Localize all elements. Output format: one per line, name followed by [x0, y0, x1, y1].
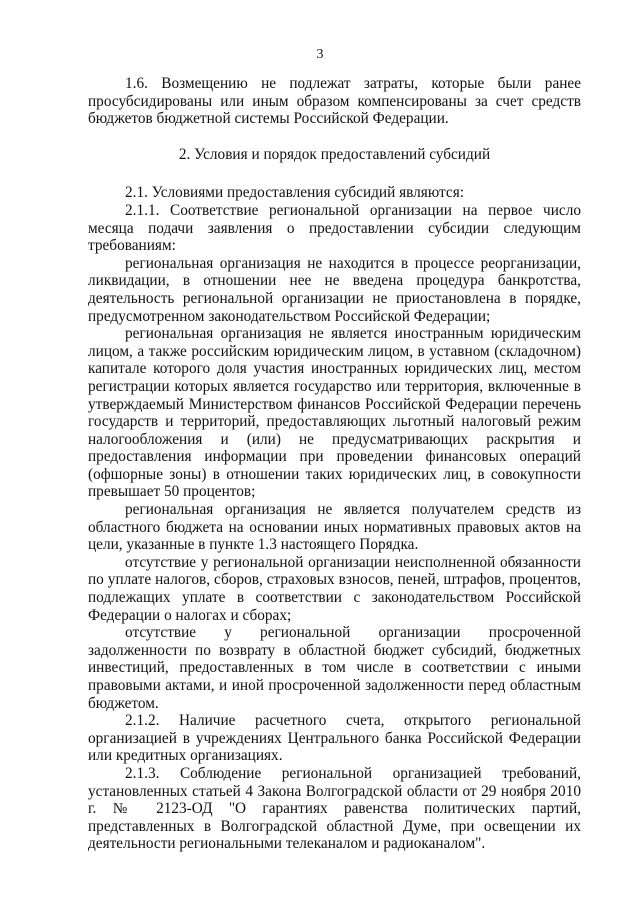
requirement-not-foreign: региональная организация не является иностранным юридическим лицом, а также российским юридическим лицом, в уставном (складочном) капитале которого доля участия иностранных юридических лиц, местом регистрации которых является государство или территория, включенные в утверждаемый Министерством финансов Российской Федерации перечень государств и территорий, предоставляющих льготный налоговый режим налогообложения и (или) не предусматривающих раскрытия и предоставления информации при проведении финансовых операций (офшорные зоны) в отношении таких юридических лиц, в совокупности превышает 50 процентов;: [88, 325, 581, 501]
section-heading: 2. Условия и порядок предоставлений субсидий: [178, 145, 491, 163]
paragraph-2-1-1: 2.1.1. Соответствие региональной организации на первое число месяца подачи заявления о предоставлении субсидии следующим требованиям:: [88, 201, 581, 255]
paragraph-2-1-2: 2.1.2. Наличие расчетного счета, открытого региональной организацией в учреждениях Центрального банка Российской Федерации или кредитных организациях.: [88, 712, 581, 765]
paragraph-2-1: 2.1. Условиями предоставления субсидий являются:: [125, 184, 465, 202]
requirement-not-recipient: региональная организация не является получателем средств из областного бюджета на основании иных нормативных правовых актов на цели, указанные в пункте 1.3 настоящего Порядка.: [88, 501, 581, 554]
document-body: [88, 75, 581, 853]
paragraph-1-6: 1.6. Возмещению не подлежат затраты, которые были ранее просубсидированы или иным образом компенсированы за счет средств бюджетов бюджетной системы Российской Федерации.: [88, 75, 581, 128]
page-number: 3: [316, 47, 324, 62]
requirement-reorganization: региональная организация не находится в процессе реорганизации, ликвидации, в отношении нее не введена процедура банкротства, деятельность региональной организации не приостановлена в порядке, предусмотренном законодательством Российской Федерации;: [88, 254, 581, 325]
paragraph-2-1-3: 2.1.3. Соблюдение региональной организацией требований, установленных статьей 4 Закона Волгоградской области от 29 ноября 2010 г. № 2123-ОД "О гарантиях равенства политических партий, представленных в Волгоградской областной Думе, при освещении их деятельности региональными телеканалом и радиоканалом".: [88, 764, 581, 853]
requirement-no-overdue-debt: отсутствие у региональной организации просроченной задолженности по возврату в областной бюджет субсидий, бюджетных инвестиций, предоставленных в том числе в соответствии с иными правовыми актами, и иной просроченной задолженности перед областным бюджетом.: [88, 624, 581, 712]
requirement-no-tax-debt: отсутствие у региональной организации неисполненной обязанности по уплате налогов, сборов, страховых взносов, пеней, штрафов, процентов, подлежащих уплате в соответствии с законодательством Российской Федерации о налогах и сборах;: [88, 553, 581, 624]
